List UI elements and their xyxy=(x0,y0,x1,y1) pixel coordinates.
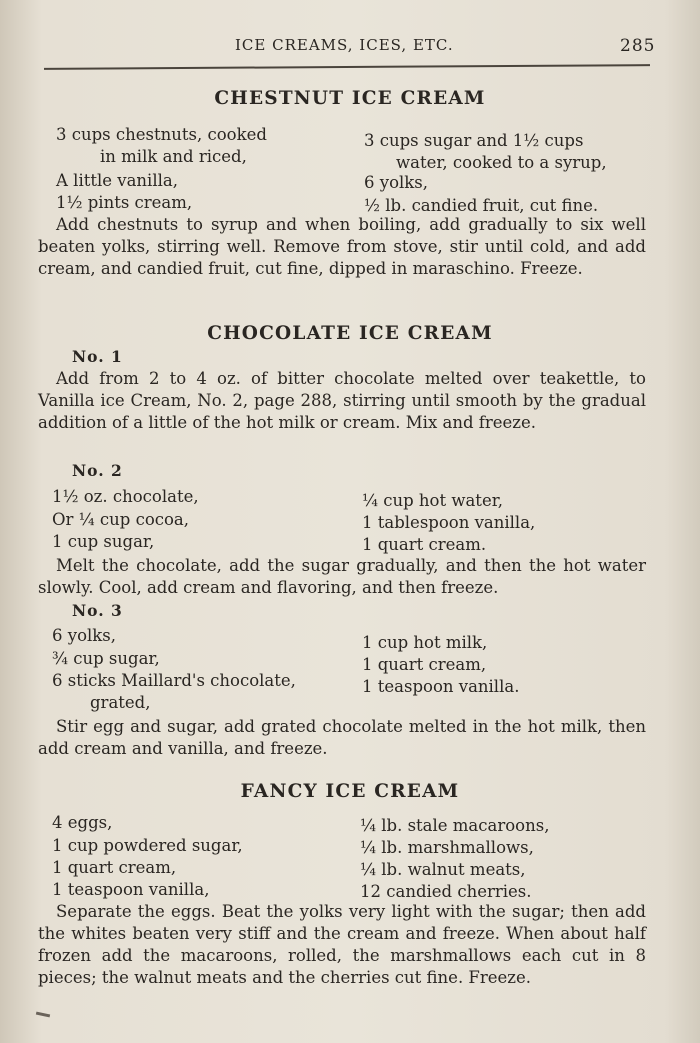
recipe-directions xyxy=(38,555,646,599)
recipe-directions xyxy=(38,901,646,989)
ingredient: ¼ lb. walnut meats, xyxy=(360,860,526,879)
ingredient: 1 quart cream, xyxy=(52,858,177,877)
ingredient: A little vanilla, xyxy=(56,171,178,190)
recipe-heading-fancy: FANCY ICE CREAM xyxy=(240,781,460,802)
variant-label: No. 3 xyxy=(72,601,123,620)
ingredient: ¼ cup hot water, xyxy=(362,491,504,510)
ingredient: 12 candied cherries. xyxy=(360,882,532,901)
ingredient: 3 cups sugar and 1½ cups xyxy=(364,131,584,150)
ingredient: 1 quart cream. xyxy=(362,535,487,554)
running-head-title: ICE CREAMS, ICES, ETC. xyxy=(235,36,454,54)
ingredient: 1 quart cream, xyxy=(362,655,487,674)
header-rule xyxy=(44,64,650,70)
ingredient: Or ¼ cup cocoa, xyxy=(52,510,190,529)
ingredient: water, cooked to a syrup, xyxy=(396,153,607,172)
ingredient: 6 yolks, xyxy=(364,173,428,192)
ingredient: 1 cup sugar, xyxy=(52,532,155,551)
ingredient: ¾ cup sugar, xyxy=(52,649,160,668)
ingredient: 1½ pints cream, xyxy=(56,193,193,212)
ingredient: 6 yolks, xyxy=(52,626,116,645)
directions-text: Stir egg and sugar, add grated chocolate melted in the hot milk, then add cream and vanilla, and freeze. xyxy=(38,717,646,758)
ingredient: 1 teaspoon vanilla. xyxy=(362,677,520,696)
recipe-directions xyxy=(38,368,646,434)
ingredient: ¼ lb. stale macaroons, xyxy=(360,816,550,835)
ingredient: 6 sticks Maillard's chocolate, xyxy=(52,671,296,690)
ingredient: 3 cups chestnuts, cooked xyxy=(56,125,267,144)
page-number: 285 xyxy=(620,36,656,56)
variant-label: No. 2 xyxy=(72,461,123,480)
ingredient: 1 tablespoon vanilla, xyxy=(362,513,536,532)
ingredient: 1 teaspoon vanilla, xyxy=(52,880,210,899)
recipe-heading-chestnut: CHESTNUT ICE CREAM xyxy=(214,88,486,109)
recipe-directions xyxy=(38,716,646,760)
recipe-heading-chocolate: CHOCOLATE ICE CREAM xyxy=(207,323,493,344)
ingredient: 1 cup hot milk, xyxy=(362,633,488,652)
ingredient: grated, xyxy=(90,693,151,712)
ingredient: ½ lb. candied fruit, cut fine. xyxy=(364,196,599,215)
ingredient: ¼ lb. marshmallows, xyxy=(360,838,534,857)
variant-label: No. 1 xyxy=(72,347,123,366)
directions-text: Separate the eggs. Beat the yolks very light with the sugar; then add the whites beaten very stiff and the cream and freeze. When about half frozen add the macaroons, rolled, the marshmallows each cut in 8 pieces; the walnut meats and the cherries cut fine. Freeze. xyxy=(38,902,646,987)
ingredient: 4 eggs, xyxy=(52,813,113,832)
ingredient: in milk and riced, xyxy=(100,147,247,166)
directions-text: Add from 2 to 4 oz. of bitter chocolate melted over teakettle, to Vanilla ice Cream, No. 2, page 288, stirring until smooth by the gradual addition of a little of the hot milk or cream. Mix and freeze. xyxy=(38,369,646,432)
ingredient: 1½ oz. chocolate, xyxy=(52,487,199,506)
directions-text: Add chestnuts to syrup and when boiling, add gradually to six well beaten yolks, stirring well. Remove from stove, stir until cold, and add cream, and candied fruit, cut fine, dipped in maraschino. Freeze. xyxy=(38,215,646,278)
ingredient: 1 cup powdered sugar, xyxy=(52,836,243,855)
page-mark xyxy=(36,1012,50,1018)
recipe-directions xyxy=(38,214,646,280)
directions-text: Melt the chocolate, add the sugar gradually, and then the hot water slowly. Cool, add cream and flavoring, and then freeze. xyxy=(38,556,646,597)
